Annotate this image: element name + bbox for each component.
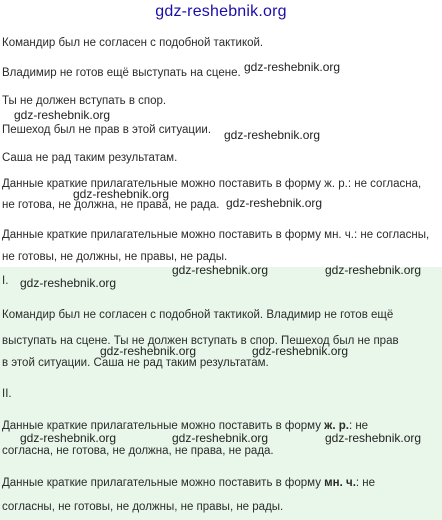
watermark: gdz-reshebnik.org: [73, 187, 170, 201]
watermark: gdz-reshebnik.org: [252, 344, 349, 358]
plural-suffix: : не: [355, 477, 376, 489]
answer-line: согласны, не готовы, не должны, не правы, не рады.: [2, 501, 284, 513]
plural-form: мн. ч.: [324, 477, 356, 489]
section-label-i: I.: [2, 275, 9, 287]
watermark: gdz-reshebnik.org: [14, 108, 111, 122]
answer-line: согласна, не готова, не должна, не права, не рада.: [2, 445, 274, 457]
text-line: Командир был не согласен с подобной тактикой.: [2, 37, 264, 49]
watermark: gdz-reshebnik.org: [172, 263, 269, 277]
fem-suffix: : не: [348, 420, 369, 432]
fem-prefix: Данные краткие прилагательные можно поставить в форму: [2, 420, 325, 432]
text-line: Данные краткие прилагательные можно поставить в форму мн. ч.: не согласны,: [2, 229, 430, 241]
answer-line: Командир был не согласен с подобной тактикой. Владимир не готов ещё: [2, 309, 394, 321]
text-line: Саша не рад таким результатам.: [2, 152, 178, 164]
watermark: gdz-reshebnik.org: [325, 263, 422, 277]
watermark: gdz-reshebnik.org: [172, 431, 269, 445]
text-line: Данные краткие прилагательные можно поставить в форму ж. р.: не согласна,: [2, 178, 422, 190]
plural-prefix: Данные краткие прилагательные можно поставить в форму: [2, 477, 325, 489]
answer-line: в этой ситуации. Саша не рад таким результатам.: [2, 357, 269, 369]
watermark: gdz-reshebnik.org: [20, 431, 117, 445]
text-line: Владимир не готов ещё выступать на сцене.: [2, 67, 241, 79]
text-line: Пешеход был не прав в этой ситуации.: [2, 124, 212, 136]
watermark-header: gdz-reshebnik.org: [155, 3, 287, 20]
text-line: Ты не должен вступать в спор.: [2, 95, 167, 107]
watermark: gdz-reshebnik.org: [244, 60, 341, 74]
answer-line: выступать на сцене. Ты не должен вступать в спор. Пешеход был не прав: [2, 335, 399, 347]
watermark: gdz-reshebnik.org: [224, 128, 321, 142]
fem-form: ж. р.: [324, 420, 349, 432]
answer-line-plural: [2, 476, 375, 490]
text-line: не готова, не должна, не права, не рада.: [2, 199, 220, 211]
section-label-ii: II.: [2, 388, 12, 400]
watermark: gdz-reshebnik.org: [325, 431, 422, 445]
watermark: gdz-reshebnik.org: [20, 276, 117, 290]
watermark: gdz-reshebnik.org: [226, 196, 323, 210]
watermark: gdz-reshebnik.org: [100, 344, 197, 358]
text-line: не готовы, не должны, не правы, не рады.: [2, 251, 228, 263]
